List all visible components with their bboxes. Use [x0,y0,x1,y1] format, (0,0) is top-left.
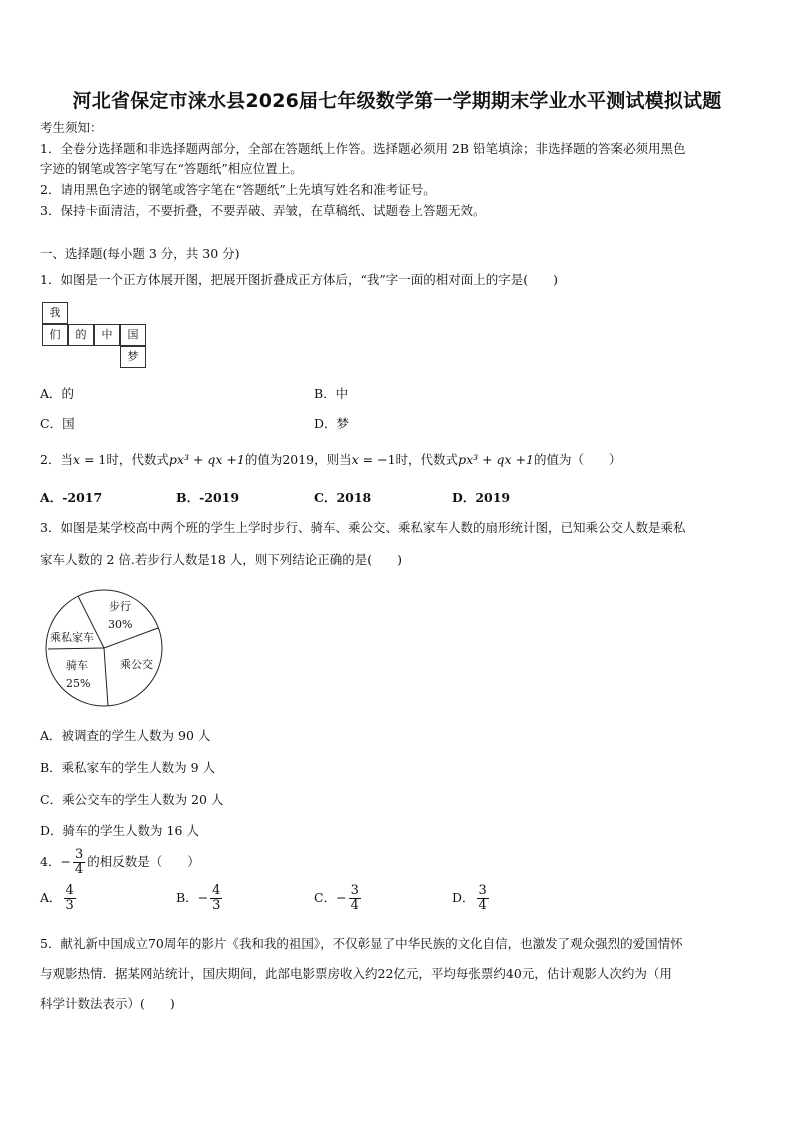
net-cell-guo: 国 [120,324,146,346]
q2-expression-2: px³ + qx +1 [458,452,534,467]
q1-option-c: C．国 [40,416,75,431]
question-2 [40,452,622,468]
q4-option-a-denominator: 3 [65,898,74,913]
q4-option-a-fraction [64,884,76,913]
q1-option-b: B．中 [314,386,349,401]
q4-option-c-denominator: 4 [350,898,359,913]
notice-heading: 考生须知： [40,120,103,135]
q2-eq-1: = 1时，代数式 [80,452,169,467]
question-3-line-1: 3．如图是某学校高中两个班的学生上学时步行、骑车、乘公交、乘私家车人数的扇形统计图，已知乘公交人数是乘私 [40,520,686,535]
q4-option-c-fraction [349,884,361,913]
net-cell-wo: 我 [42,302,68,324]
q2-expression-1: px³ + qx +1 [168,452,245,467]
q4-numerator: 3 [74,847,84,862]
q3-option-d: D．骑车的学生人数为 16 人 [40,823,199,838]
q1-option-d: D．梦 [314,416,350,431]
q2-option-a: A．-2017 [40,490,103,505]
notice-item-2: 2．请用黑色字迹的钢笔或答字笔在“答题纸”上先填写姓名和准考证号。 [40,182,436,197]
q4-option-a-numerator: 4 [65,883,74,898]
q3-option-b: B．乘私家车的学生人数为 9 人 [40,760,216,775]
q4-denominator: 4 [74,862,84,877]
q4-option-d-denominator: 4 [478,898,487,913]
pie-chart [44,586,164,710]
net-cell-zhong: 中 [94,324,120,346]
q4-option-d-fraction [477,884,489,913]
q4-option-d-label: D． [452,890,475,905]
q4-minus: − [60,854,71,869]
pie-label-bike: 骑车 [66,659,88,672]
q4-option-b-numerator: 4 [212,883,221,898]
cube-net [42,302,148,368]
page-title: 河北省保定市涞水县2026届七年级数学第一学期期末学业水平测试模拟试题 [72,90,722,112]
net-cell-meng: 梦 [120,346,146,368]
question-5-line-1: 5．献礼新中国成立70周年的影片《我和我的祖国》，不仅彰显了中华民族的文化自信，也激发了观众强烈的爱国情怀 [40,936,683,951]
question-4 [40,848,200,877]
q4-suffix: 的相反数是（ ） [87,854,200,869]
question-5-line-3: 科学计数法表示）( ) [40,996,175,1011]
pie-label-car: 乘私家车 [50,631,94,644]
question-1: 1．如图是一个正方体展开图，把展开图折叠成正方体后，“我”字一面的相对面上的字是( ) [40,272,558,287]
section-heading: 一、选择题(每小题 3 分，共 30 分) [40,246,240,261]
q4-option-b-fraction [210,884,222,913]
q2-part-2: 的值为2019，则当 [244,452,352,467]
q4-prefix: 4． [40,854,61,869]
net-cell-men: 们 [42,324,68,346]
notice-item-1: 1．全卷分选择题和非选择题两部分，全部在答题纸上作答。选择题必须用 2B 铅笔填涂；非选择题的答案必须用黑色 [40,141,686,156]
q4-option-b [176,884,224,913]
q1-option-a: A．的 [40,386,75,401]
pie-label-bus: 乘公交 [120,658,153,671]
q2-option-c: C．2018 [314,490,372,505]
q4-option-d-numerator: 3 [478,883,487,898]
q2-option-d: D．2019 [452,490,511,505]
q2-part-3: 的值为（ ） [534,452,622,467]
pie-label-walk-percent: 30% [108,618,133,631]
q4-option-c [314,884,363,913]
q2-part-1: 2．当 [40,452,73,467]
question-5-line-2: 与观影热情．据某网站统计，国庆期间，此部电影票房收入约22亿元，平均每张票约40元，估计观影人次约为（用 [40,966,672,981]
q2-eq-2: = −1时，代数式 [358,452,459,467]
q4-option-c-numerator: 3 [350,883,359,898]
q4-option-b-label: B． [176,890,198,905]
q4-option-a [40,884,78,913]
question-3-line-2: 家车人数的 2 倍.若步行人数是18 人，则下列结论正确的是( ) [40,552,403,567]
net-cell-de: 的 [68,324,94,346]
q4-option-a-label: A． [40,890,62,905]
q3-option-c: C．乘公交车的学生人数为 20 人 [40,792,224,807]
q4-option-c-sign: − [336,890,347,905]
q4-fraction [73,848,85,877]
q4-option-c-label: C． [314,890,337,905]
q2-option-b: B．-2019 [176,490,240,505]
q4-option-b-denominator: 3 [212,898,221,913]
pie-label-walk: 步行 [109,600,131,613]
notice-item-1-cont: 字迹的钢笔或答字笔写在“答题纸”相应位置上。 [40,161,303,176]
q2-var-x2: x [351,452,359,467]
notice-item-3: 3．保持卡面清洁，不要折叠，不要弄破、弄皱，在草稿纸、试题卷上答题无效。 [40,203,486,218]
q3-option-a: A．被调查的学生人数为 90 人 [40,728,211,743]
pie-label-bike-percent: 25% [66,677,91,690]
q4-option-b-sign: − [197,890,209,905]
q2-var-x1: x [72,452,81,467]
q4-option-d [452,884,491,913]
